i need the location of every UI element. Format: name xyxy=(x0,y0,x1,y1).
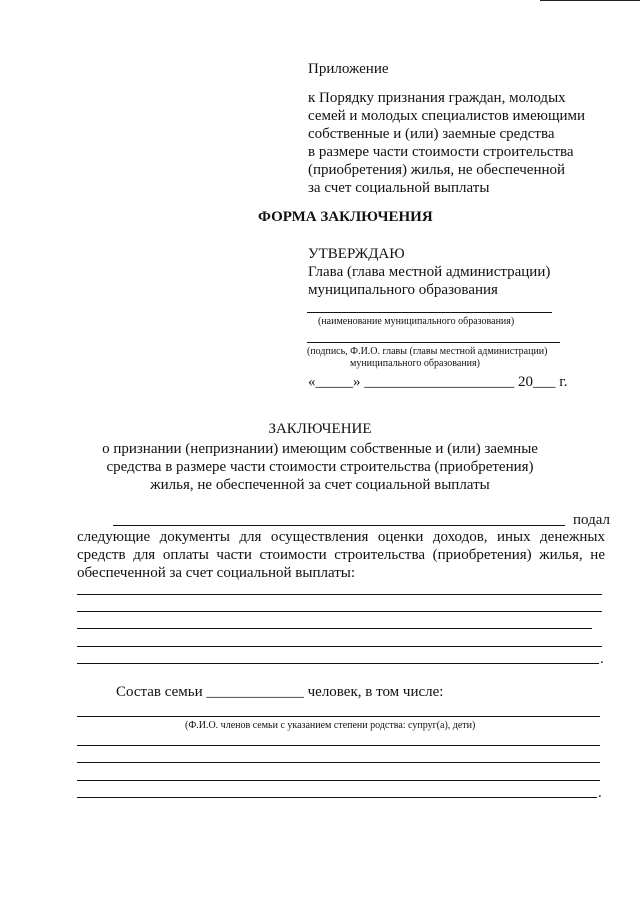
date-year-blank[interactable]: ___ xyxy=(533,374,556,390)
appendix-title: Приложение xyxy=(308,61,389,77)
documents-end-dot: . xyxy=(600,651,604,667)
appendix-line-6: за счет социальной выплаты xyxy=(308,180,490,196)
date-year-prefix: 20 xyxy=(518,374,533,390)
appendix-line-3: собственные и (или) заемные средства xyxy=(308,126,555,142)
conclusion-subtitle-3: жилья, не обеспеченной за счет социальной выплаты xyxy=(150,477,490,493)
signature-caption-1: (подпись, Ф.И.О. главы (главы местной администрации) xyxy=(307,346,548,357)
family-suffix: человек, в том числе: xyxy=(307,684,444,700)
family-count-blank[interactable]: _____________ xyxy=(206,684,304,700)
family-members-caption: (Ф.И.О. членов семьи с указанием степени родства: супруг(а), дети) xyxy=(185,720,476,731)
documents-line-5[interactable] xyxy=(77,663,599,664)
documents-line-1[interactable] xyxy=(77,594,602,595)
family-members-line-2[interactable] xyxy=(77,745,600,746)
body-line-2: средств для оплаты части стоимости строительства (приобретения) жилья, не xyxy=(77,547,605,563)
submitted-word: подал xyxy=(573,512,611,528)
family-label: Состав семьи xyxy=(116,684,203,700)
applicant-name-line[interactable] xyxy=(113,525,565,526)
documents-line-4[interactable] xyxy=(77,646,602,647)
conclusion-subtitle-2: средства в размере части стоимости строительства (приобретения) xyxy=(106,459,534,475)
body-line-3: обеспеченной за счет социальной выплаты: xyxy=(77,565,356,581)
family-members-line-4[interactable] xyxy=(77,780,600,781)
family-row xyxy=(116,683,443,701)
appendix-line-1: к Порядку признания граждан, молодых xyxy=(308,90,566,106)
date-month-blank[interactable]: ____________________ xyxy=(364,374,515,390)
body-line-1: следующие документы для осуществления оценки доходов, иных денежных xyxy=(77,529,605,545)
approval-heading: УТВЕРЖДАЮ xyxy=(308,246,405,262)
date-close-quote: » xyxy=(353,374,361,390)
municipality-name-line[interactable] xyxy=(307,312,552,313)
appendix-line-5: (приобретения) жилья, не обеспеченной xyxy=(308,162,566,178)
approval-line-2: муниципального образования xyxy=(308,282,498,298)
form-title: ФОРМА ЗАКЛЮЧЕНИЯ xyxy=(258,209,433,225)
family-members-line-1[interactable] xyxy=(77,716,600,717)
documents-line-3[interactable] xyxy=(77,628,592,629)
signature-line[interactable] xyxy=(307,342,560,343)
approval-line-1: Глава (глава местной администрации) xyxy=(308,264,551,280)
conclusion-title: ЗАКЛЮЧЕНИЕ xyxy=(268,421,372,437)
page-corner-rule xyxy=(540,0,640,1)
documents-line-2[interactable] xyxy=(77,611,602,612)
date-open-quote: « xyxy=(308,374,316,390)
approval-date xyxy=(308,373,567,391)
appendix-line-2: семей и молодых специалистов имеющими xyxy=(308,108,586,124)
family-members-line-5[interactable] xyxy=(77,797,597,798)
family-members-line-3[interactable] xyxy=(77,762,600,763)
date-suffix: г. xyxy=(559,374,568,390)
family-end-dot: . xyxy=(598,785,602,801)
municipality-caption: (наименование муниципального образования) xyxy=(318,316,515,327)
appendix-line-4: в размере части стоимости строительства xyxy=(308,144,574,160)
conclusion-subtitle-1: о признании (непризнании) имеющим собственные и (или) заемные xyxy=(102,441,538,457)
date-day-blank[interactable]: _____ xyxy=(315,374,353,390)
signature-caption-2: муниципального образования) xyxy=(350,358,480,369)
